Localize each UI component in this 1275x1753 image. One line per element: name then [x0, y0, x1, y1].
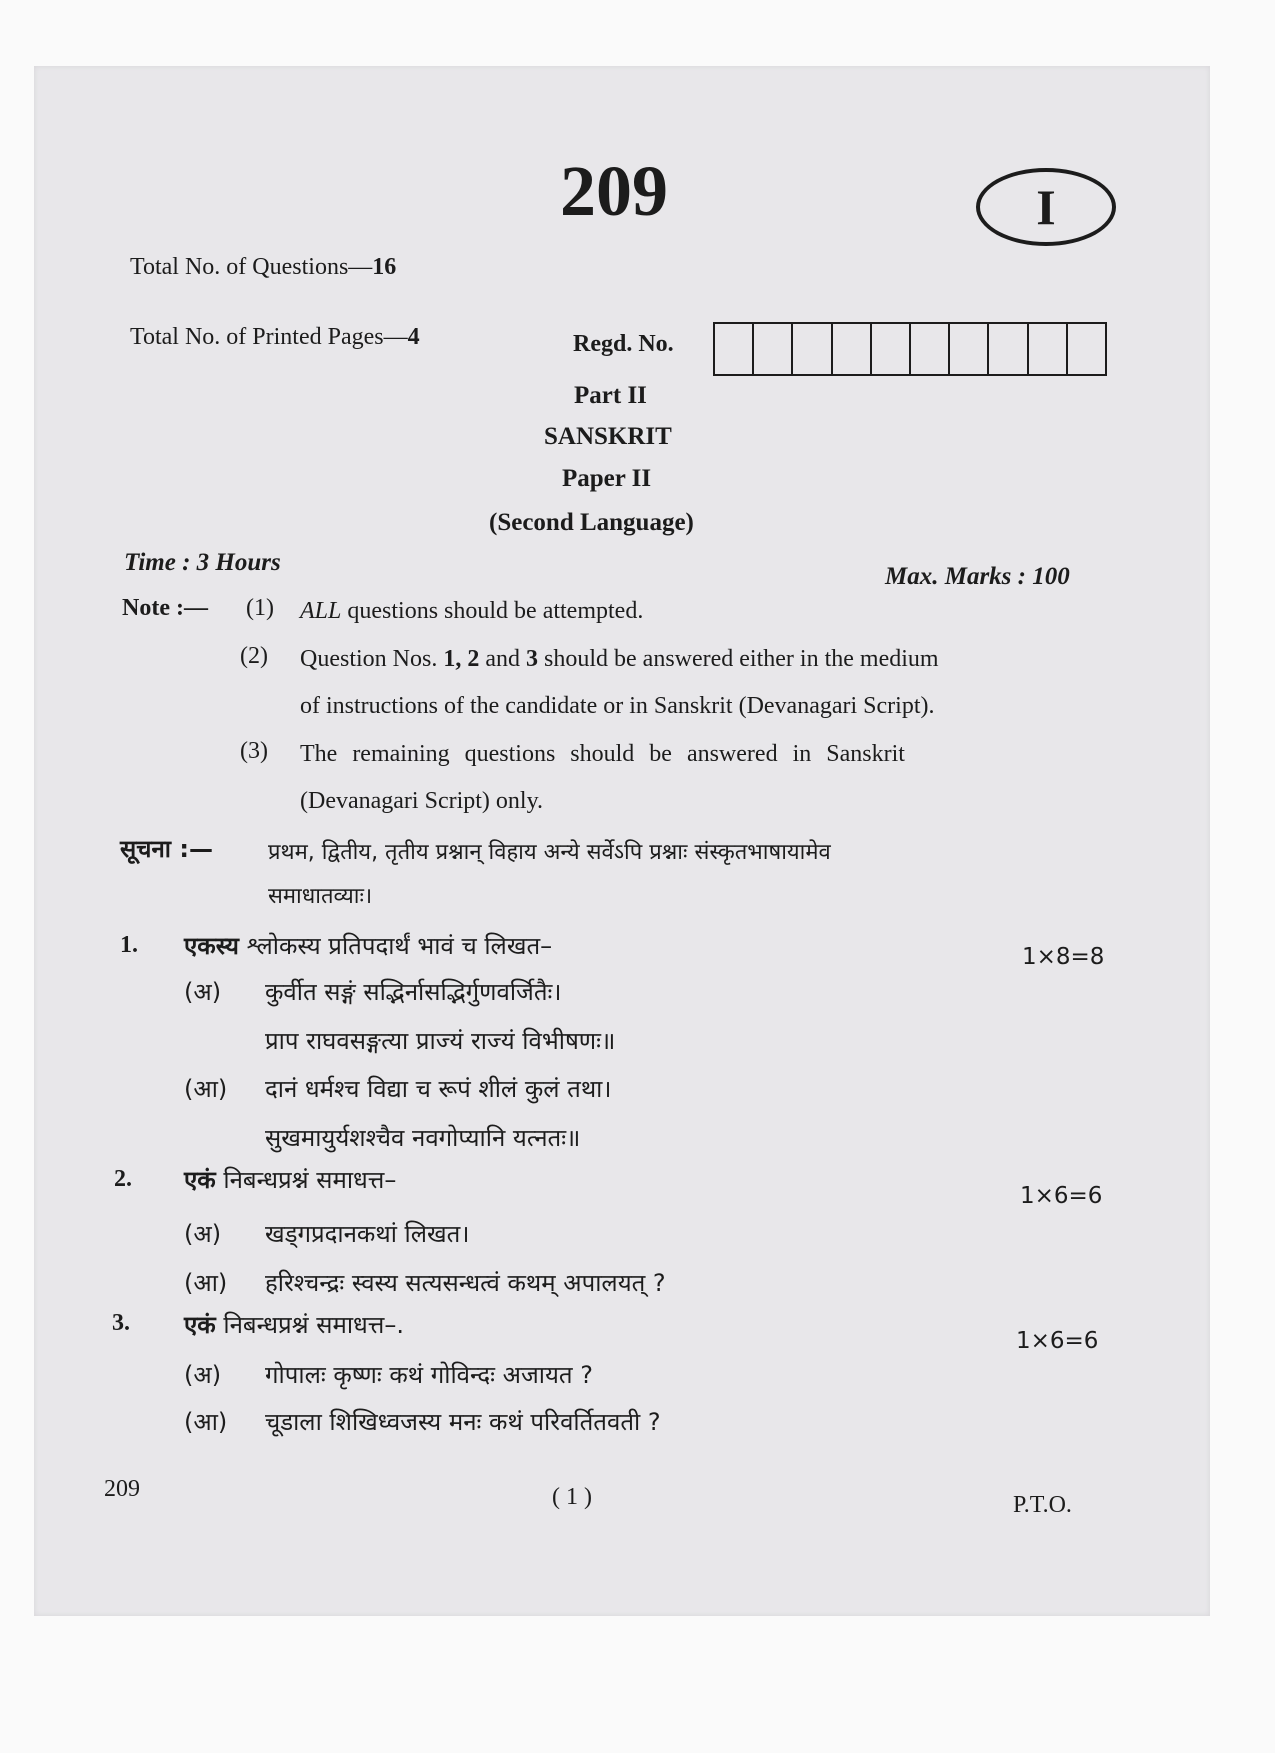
suchana-label: सूचना :— — [120, 835, 213, 863]
note-1-line: questions should be attempted. — [341, 598, 644, 624]
regd-cell[interactable] — [793, 324, 832, 374]
total-questions — [130, 254, 396, 281]
note-1-num: (1) — [246, 595, 274, 621]
set-label: I — [1036, 179, 1056, 235]
footer-page-number: ( 1 ) — [552, 1484, 592, 1510]
total-questions-value: 16 — [372, 254, 397, 280]
note-2-mid1: and — [479, 646, 526, 672]
note-3-num: (3) — [240, 738, 268, 764]
paper-label: Paper II — [562, 465, 652, 492]
question-1a-line-1: कुर्वीत सङ्गं सद्भिर्नासद्भिर्गुणवर्जितैः। — [265, 978, 562, 1006]
note-2-text-a: Question Nos. — [300, 646, 444, 672]
question-2b-label: (आ) — [184, 1269, 228, 1297]
regd-cell[interactable] — [872, 324, 911, 374]
regd-cell[interactable] — [754, 324, 793, 374]
question-2-marks: 1×6=6 — [1020, 1183, 1103, 1209]
question-2-prompt-bold: एकं — [184, 1166, 216, 1194]
paper-code: 209 — [560, 151, 668, 231]
note-3-line-2: (Devanagari Script) only. — [300, 788, 544, 814]
question-1-prompt-rest: श्लोकस्य प्रतिपदार्थं भावं च लिखत– — [238, 932, 553, 960]
question-1a-line-2: प्राप राघवसङ्गत्या प्राज्यं राज्यं विभीषणः॥ — [265, 1027, 616, 1055]
question-2a-label: (अ) — [184, 1220, 222, 1248]
regd-label: Regd. No. — [573, 331, 674, 357]
suchana-line-1: प्रथम, द्वितीय, तृतीय प्रश्नान् विहाय अन्ये सर्वेऽपि प्रश्नाः संस्कृतभाषायामेव — [268, 840, 831, 865]
part-label: Part II — [574, 382, 647, 409]
footer-paper-code: 209 — [104, 1476, 140, 1502]
question-3b-line-1: चूडाला शिखिध्वजस्य मनः कथं परिवर्तितवती ? — [265, 1408, 661, 1436]
question-3a-line-1: गोपालः कृष्णः कथं गोविन्दः अजायत ? — [265, 1361, 593, 1389]
question-1-prompt-bold: एकस्य — [184, 932, 239, 960]
note-2-line-1 — [300, 646, 939, 673]
question-1-marks: 1×8=8 — [1022, 944, 1105, 970]
question-1b-line-1: दानं धर्मश्च विद्या च रूपं शीलं कुलं तथा। — [265, 1075, 612, 1103]
set-badge — [976, 168, 1116, 246]
question-3-prompt-bold: एकं — [184, 1311, 216, 1339]
question-3-number: 3. — [112, 1310, 130, 1336]
question-3-prompt — [184, 1308, 404, 1341]
footer-pto: P.T.O. — [1013, 1492, 1072, 1518]
regd-cell[interactable] — [989, 324, 1028, 374]
total-pages-label: Total No. of Printed Pages— — [130, 324, 408, 350]
question-3-prompt-rest: निबन्धप्रश्नं समाधत्त–. — [215, 1311, 405, 1339]
question-1-prompt — [184, 929, 552, 962]
suchana-line-2: समाधातव्याः। — [268, 884, 373, 909]
regd-cell[interactable] — [1029, 324, 1068, 374]
max-marks-label: Max. Marks : 100 — [885, 563, 1070, 590]
note-label: Note :— — [122, 595, 208, 621]
subject-label: SANSKRIT — [544, 423, 672, 450]
regd-cell[interactable] — [911, 324, 950, 374]
note-2-line-2: of instructions of the candidate or in Sanskrit (Devanagari Script). — [300, 693, 935, 719]
question-1a-label: (अ) — [184, 978, 222, 1006]
note-2-q2: 2 — [467, 646, 480, 672]
note-1-emphasis: ALL — [300, 598, 342, 624]
question-2-prompt-rest: निबन्धप्रश्नं समाधत्त– — [215, 1166, 397, 1194]
regd-cell[interactable] — [833, 324, 872, 374]
regd-cell[interactable] — [715, 324, 754, 374]
question-1b-label: (आ) — [184, 1075, 228, 1103]
regd-number-boxes[interactable] — [713, 322, 1107, 376]
question-2a-line-1: खड्गप्रदानकथां लिखत। — [265, 1220, 470, 1248]
total-pages — [130, 324, 420, 351]
regd-cell[interactable] — [1068, 324, 1105, 374]
question-2b-line-1: हरिश्चन्द्रः स्वस्य सत्यसन्धत्वं कथम् अपालयत् ? — [265, 1269, 666, 1297]
note-2-q1: 1, — [443, 646, 462, 672]
question-1-number: 1. — [120, 932, 138, 958]
note-3-line-1: The remaining questions should be answered in Sanskrit — [300, 741, 905, 767]
note-2-q3: 3 — [526, 646, 538, 672]
note-1-text — [300, 598, 643, 625]
note-2-mid2: should be answered either in the medium — [538, 646, 939, 672]
time-label: Time : 3 Hours — [124, 549, 281, 576]
total-questions-label: Total No. of Questions— — [130, 254, 373, 280]
note-2-num: (2) — [240, 643, 268, 669]
question-1b-line-2: सुखमायुर्यशश्चैव नवगोप्यानि यत्नतः॥ — [265, 1124, 581, 1152]
regd-cell[interactable] — [950, 324, 989, 374]
total-pages-value: 4 — [407, 324, 420, 350]
question-3a-label: (अ) — [184, 1361, 222, 1389]
language-label: (Second Language) — [489, 509, 694, 536]
question-2-prompt — [184, 1163, 396, 1196]
question-2-number: 2. — [114, 1166, 132, 1192]
question-3-marks: 1×6=6 — [1016, 1328, 1099, 1354]
question-3b-label: (आ) — [184, 1408, 228, 1436]
